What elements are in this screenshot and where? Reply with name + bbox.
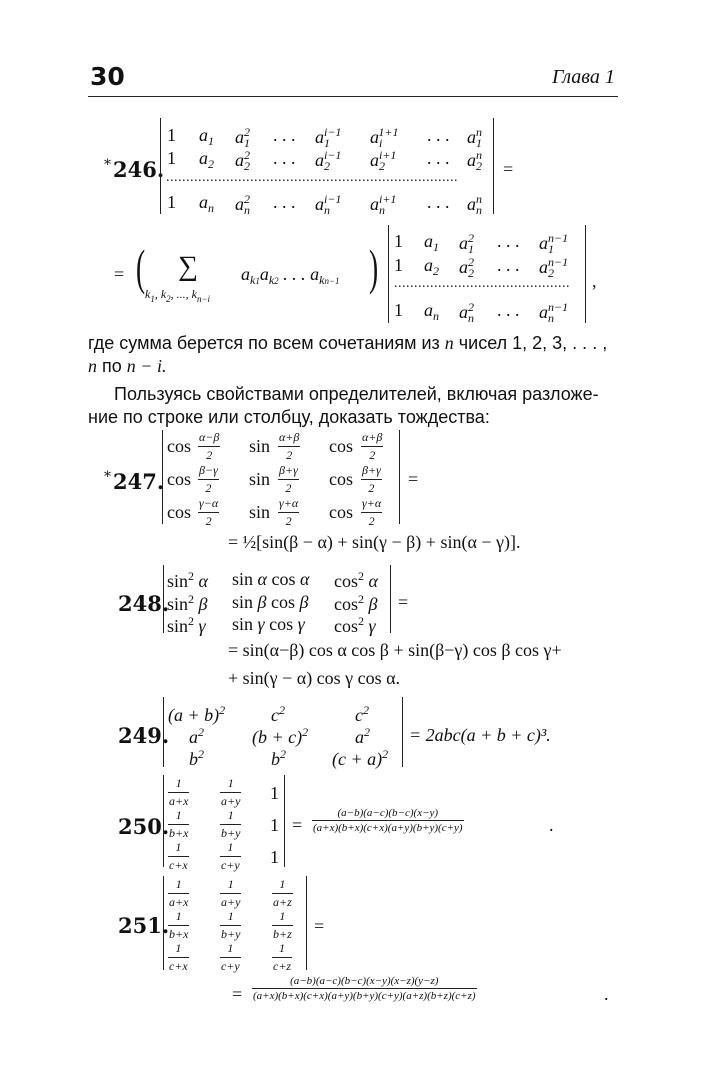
left-paren: ( xyxy=(136,239,146,295)
intro-line-2: ние по строке или столбцу, доказать тождества: xyxy=(88,407,490,427)
note-var-n: n xyxy=(88,356,97,376)
note-line-2 xyxy=(88,357,166,375)
det-bar-left xyxy=(388,225,389,323)
problem-247-number xyxy=(104,469,164,494)
problem-250-number xyxy=(118,814,169,839)
problem-249-number xyxy=(118,723,169,748)
det-246b-dots: ............................................ xyxy=(394,276,570,291)
det-bar-left xyxy=(160,118,161,214)
det-bar-left xyxy=(163,876,164,970)
equals-sign: = xyxy=(408,469,419,489)
number-label: 249. xyxy=(118,723,170,748)
result-250-fraction xyxy=(312,807,464,834)
problem-246-number xyxy=(104,157,164,182)
page-number: 30 xyxy=(90,62,125,91)
period: . xyxy=(604,984,609,1004)
note-line-1 xyxy=(88,334,607,352)
chapter-title: Глава 1 xyxy=(552,66,615,88)
det-bar-right xyxy=(390,565,391,633)
equals-sign: = xyxy=(314,916,325,936)
sum-sign: ∑ xyxy=(178,251,198,282)
note-text: где сумма берется по всем сочетаниям из xyxy=(88,333,440,353)
equals-sign: = xyxy=(292,815,303,835)
det-bar-right xyxy=(306,876,307,970)
det-bar-right xyxy=(493,118,494,214)
number-label: 248. xyxy=(118,591,170,616)
result-249: = 2abc(a + b + c)³. xyxy=(409,725,551,745)
sum-term: $a_{k1}a_{k2}$ . . . $a_{kn-1}$ xyxy=(241,264,340,287)
equals-sign: = xyxy=(398,592,409,612)
number-label: 250. xyxy=(118,814,170,839)
equals-sign: = xyxy=(503,159,514,179)
det-bar-right xyxy=(399,430,400,524)
result-248-line-1: = sin(α−β) cos α cos β + sin(β−γ) cos β cos γ+ xyxy=(228,640,562,660)
comma: , xyxy=(592,271,597,291)
equals-sign: = xyxy=(114,264,125,284)
equals-sign: = xyxy=(232,984,243,1004)
number-label: 247. xyxy=(113,469,165,494)
note-var-n: n xyxy=(444,333,454,353)
right-paren: ) xyxy=(369,239,379,295)
book-page: 30 Глава 1 *246. 1 $a_1$ $a_1^2$ . . . $a_1^{i-1}$ $a_i^{1+1}$ . . . $a_1^n$ 1 $a_2$ $a_2^2$ . . . $a_2^{i-1}$ $a_2^{i+1}$ . . . $a_2^n$ ......................................................................... 1 $a_n$ $a_n^2$ . . . $a_n^{i-1}$ $a_n^{i+1}$ . . . $a_n^n$ = = ( ∑ $k_1$, $k_2$, ..., $k_{n-i}$ $a_{k1}a_{k2}$ . . . $a_{kn-1}$ ) 1 $a_1$ $a_1^2$ . . . $a_1^{n-1}$ 1 $a_2$ $a_2^2$ . . . $a_2^{n-1}$ ............................................ 1 $a_n$ $a_n^2$ . . . $a_n^{n-1}$ , где сумма берется по всем сочетаниям из n чисел 1, 2, 3, . . . , n по n − i. Пользуясь свойствами определителей, включая разложе- ние по строке или столбцу, доказать тождества: *247. cos $\frac{\alpha-\beta}{2}$ sin $\frac{\alpha+\beta}{2}$ cos $\frac{\alpha+\beta}{2}$ cos $\frac{\beta-\gamma}{2}$ sin $\frac{\beta+\gamma}{2}$ cos $\frac{\beta+\gamma}{2}$ cos $\frac{\gamma-\alpha}{2}$ sin $\frac{\gamma+\alpha}{2}$ cos $\frac{\gamma+\alpha}{2}$ = = ½[sin(β − α) + sin(γ − β) + sin(α − γ)]. 248. $\sin^2 \alpha$ sin α cos α $\cos^2 \alpha$ $\sin^2 \beta$ sin β cos β $\cos^2 \beta$ $\sin^2 \gamma$ sin γ cos γ $\cos^2 \gamma$ = = sin(α−β) cos α cos β + sin(β−γ) cos β cos γ+ + sin(γ − α) cos γ cos α. 249. $(a + b)^2$ $c^2$ $c^2$ $a^2$ $(b + c)^2$ $a^2$ $b^2$ $b^2$ $(c + a)^2$ = 2abc(a + b + c)³. 250. $\frac{1}{a+x}$ $\frac{1}{a+y}$ 1 $\frac{1}{b+x}$ $\frac{1}{b+y}$ 1 $\frac{1}{c+x}$ $\frac{1}{c+y}$ 1 = $\frac{(a-b)(a-c)(b-c)(x-y)}{(a+x)(b+x)(c+x)(a+y)(b+y)(c+y)}$ . 251. $\frac{1}{a+x}$ $\frac{1}{a+y}$ $\frac{1}{a+z}$ $\frac{1}{b+x}$ $\frac{1}{b+y}$ $\frac{1}{b+z}$ $\frac{1}{c+x}$ $\frac{1}{c+y}$ $\frac{1}{c+z}$ = = $\frac{(a-b)(a-c)(b-c)(x-y)(x-z)(y-z)}{(a+x)(b+x)(c+x)(a+y)(b+y)(c+y)(a+z)(b+z)(c+z)}$ . xyxy=(0,0,702,1080)
result-251-fraction xyxy=(252,975,477,1002)
problem-251-number xyxy=(118,913,169,938)
intro-line-1: Пользуясь свойствами определителей, включая разложе- xyxy=(114,384,599,404)
star-mark: * xyxy=(104,157,111,173)
det-bar-left xyxy=(163,697,164,767)
det-246-dots: ......................................................................... xyxy=(166,170,458,185)
note-numbers: чисел 1, 2, 3, . . . , xyxy=(458,333,608,353)
number-label: 246. xyxy=(113,157,165,182)
det-bar-right xyxy=(284,775,285,867)
result-248-line-2: + sin(γ − α) cos γ cos α. xyxy=(228,668,401,688)
det-bar-right xyxy=(585,225,586,323)
number-label: 251. xyxy=(118,913,170,938)
numerator: (a−b)(a−c)(b−c)(x−y)(x−z)(y−z) xyxy=(290,975,439,987)
star-mark: * xyxy=(104,469,111,485)
note-expr: n − i. xyxy=(126,356,167,376)
problem-248-number xyxy=(118,591,169,616)
period: . xyxy=(549,815,554,835)
header-rule xyxy=(88,96,618,97)
det-bar-left xyxy=(162,430,163,524)
note-text: по xyxy=(102,356,122,376)
det-bar-right xyxy=(402,697,403,767)
det-bar-left xyxy=(163,775,164,867)
denominator: (a+x)(b+x)(c+x)(a+y)(b+y)(c+y)(a+z)(b+z)(c+z) xyxy=(253,990,476,1002)
det-bar-left xyxy=(163,565,164,633)
sum-index: $k_1$, $k_2$, ..., $k_{n-i}$ xyxy=(145,287,211,304)
denominator: (a+x)(b+x)(c+x)(a+y)(b+y)(c+y) xyxy=(313,822,463,834)
numerator: (a−b)(a−c)(b−c)(x−y) xyxy=(337,807,439,819)
result-247: = ½[sin(β − α) + sin(γ − β) + sin(α − γ)]. xyxy=(228,532,521,552)
